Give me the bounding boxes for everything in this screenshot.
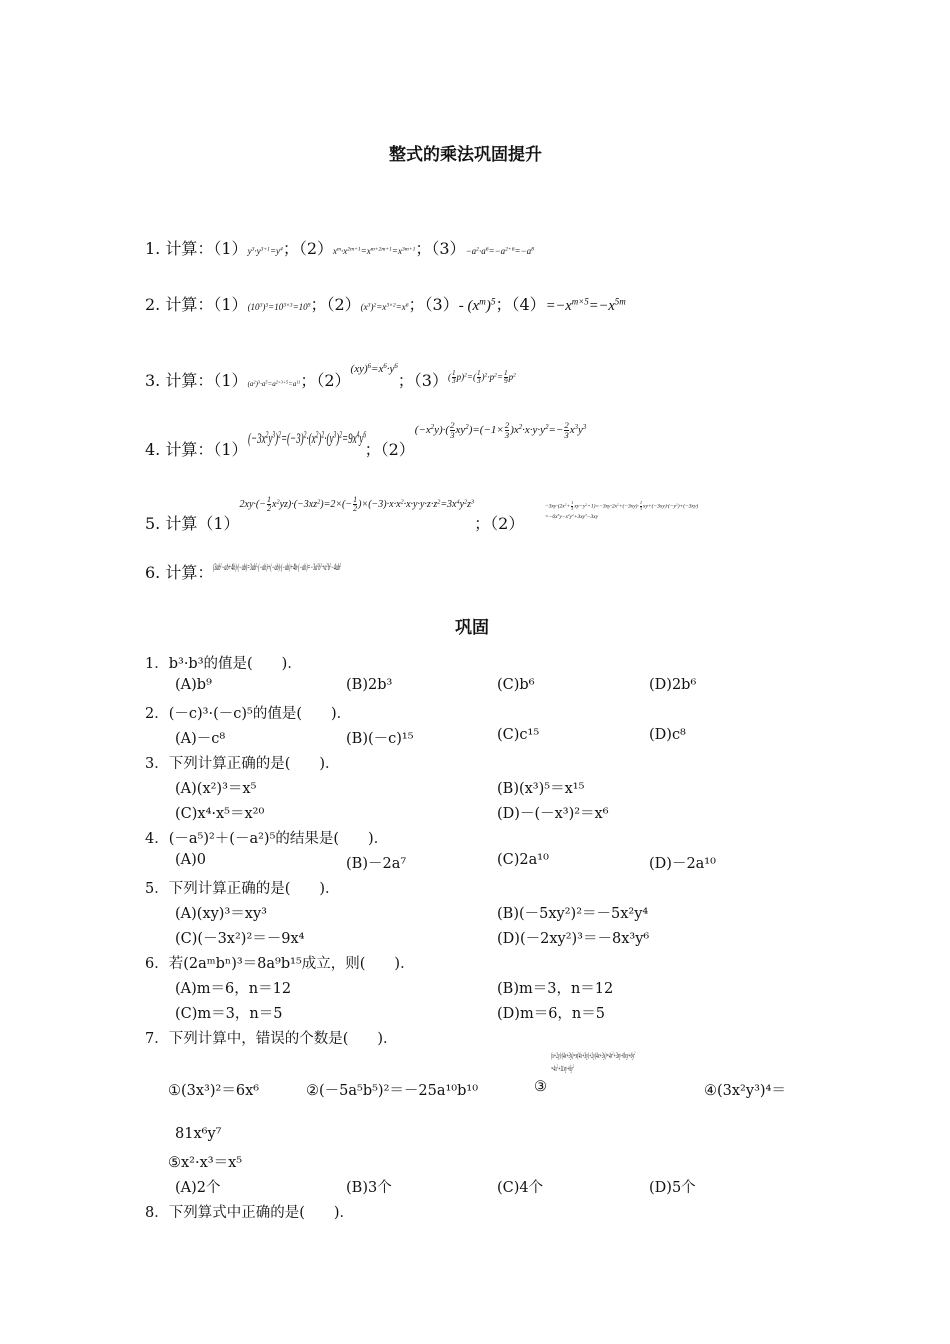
formula: $(10^3)^3=10^{3\times 3}=10^9$ [247,302,311,312]
formula: $(x^3)^2=x^{3\times 2}=x^6$ [360,302,409,312]
option-b: (B)3个 [346,1180,392,1196]
option-d: (D)2b⁶ [649,677,697,693]
option-a: (A)m＝6，n＝12 [175,981,292,997]
option-b: (B)2b³ [346,677,393,693]
option-c: (C)4个 [497,1180,544,1196]
option-d: (D)－2a¹⁰ [649,856,716,872]
formula: 2xy·(− 1 2 x2yz)·(−3xz2)=2×(− 1 2 )×(−3)·x·x2·x·y·y·z·z2=3x4y2z3 [239,494,475,514]
question-4-stem: 4．(－a⁵)²＋(－a²)⁵的结果是( )． [145,831,389,847]
problem-1: 1. 计算：$(1)y^3\cdot y^{3+1}=y^4$；$(2)x^m\cdot x^{2m+1}=x^{m+2m+1}=x^{3m+1}$；$(3)-a^2\cdot a^6=-a^{2+6}=-a^8$ [145,239,534,258]
option-b: (B)－2a⁷ [346,856,407,872]
formula: $-3xy\cdot(2x^2+$ $\frac{1}{3}$ $xy-y^2+1)=-3xy\cdot 2x^2+(-3xy)\cdot$ $\frac{1}{3}$ $xy+(-3xy)\cdot(-y^2)+(-3xy)$ $=-6x^3y-x^2y^2+3xy^3-3xy$ [545,500,699,521]
option-a: (A)b⁹ [175,677,212,693]
formula: $(x+2y)\cdot(4x+3y)=x(4x+3y)+2y(4x+3y)=4x^2+3xy+8xy+6y^2$ $=4x^2+11xy+6y^2$ [551,1051,636,1073]
formula: $(a^2)^3\cdot a^5=a^{2\times 3+5}=a^{11}$ [247,379,301,388]
formula: - $(x^m)^5$ [458,297,496,314]
question-3-stem: 3．下列计算正确的是( )． [145,756,340,772]
option-b: (B)(x³)⁵＝x¹⁵ [497,781,585,797]
item-4-continued: 81x⁶y⁷ [175,1126,222,1142]
item-4: ④(3x²y³)⁴＝ [704,1083,786,1099]
problem-5: 5. 计算$(1)^{2xy\cdot(- \frac{1}{2} x^2yz)\cdot(-3xz^2)=2\times(- \frac{1}{2} )\times(-3)\cdot x\cdot x^2\cdot x\cdot y\cdot y\cdot z\cdot z^2=3x^4y^2z^3}$；（2） $-3xy\cdot(2x^2+$ $\frac{1}{3}$ $xy-y^2+1)=-3xy\cdot 2x^2+(-3xy)\cdot$ $\frac{1}{3}$ $xy+(-3xy)\cdot(-y^2)+(-3xy)$ $=-6x^3y-x^2y^2+3xy^3-3xy$ [145,494,699,533]
option-b: (B)m＝3，n＝12 [497,981,614,997]
formula: $=-x^{m\times 5}=-x^{5m}$ [545,296,626,314]
problem-label: 计算： [165,239,214,258]
problem-2: 2. 计算：$(1)(10^3)^3=10^{3\times 3}=10^9$；$(2)(x^3)^2=x^{3\times 2}=x^6$；（3）- $(x^m)^5$；$(4)=-x^{m\times 5}=-x^{5m}$ [145,295,626,314]
option-a: (A)(x²)³＝x⁵ [175,781,257,797]
option-a: (A)－c⁸ [175,731,226,747]
option-d: (D)(－2xy²)³＝－8x³y⁶ [497,931,650,947]
option-c: (C)(－3x²)²＝－9x⁴ [175,931,305,947]
formula: $x^m\cdot x^{2m+1}=x^{m+2m+1}=x^{3m+1}$ [333,246,416,256]
option-d: (D)5个 [649,1180,696,1196]
problem-3: 3. 计算：$(1)(a^2)^3\cdot a^5=a^{2\times 3+5}=a^{11}$；$(2)^{(xy)^6=x^6\cdot y^6}$；$(3)^{( \frac{1}{3} p)^2=( \frac{1}{3} )^2\cdot p^2= \frac{1}{9} p^2}$ [145,362,516,390]
question-6-stem: 6．若(2aᵐbⁿ)³＝8a⁹b¹⁵成立，则( )． [145,956,415,972]
page-title: 整式的乘法巩固提升 [389,145,542,165]
option-d: (D)m＝6，n＝5 [497,1006,605,1022]
formula: (−x2y)·( 2 3 xy2)=(−1× 2 3 )x2·x·y·y2=− 2 3 x3y3 [414,419,587,440]
option-b: (B)(－c)¹⁵ [346,731,414,747]
question-5-stem: 5．下列计算正确的是( )． [145,881,340,897]
item-3: ③ [534,1079,547,1095]
question-1-stem: 1．b³·b³的值是( )． [145,656,302,672]
formula: $-a^2\cdot a^6=-a^{2+6}=-a^8$ [465,246,534,256]
option-c: (C)2a¹⁰ [497,852,549,868]
option-d: (D)－(－x³)²＝x⁶ [497,806,609,822]
option-d: (D)c⁸ [649,727,686,743]
section-title: 巩固 [455,618,489,638]
option-c: (C)c¹⁵ [497,727,540,743]
item-5: ⑤x²·x³＝x⁵ [168,1155,243,1171]
question-8-stem: 8．下列算式中正确的是( )． [145,1205,355,1221]
option-b: (B)(－5xy²)²＝－5x²y⁴ [497,906,649,922]
item-1: ①(3x³)²＝6x⁶ [168,1083,260,1099]
option-a: (A)(xy)³＝xy³ [175,906,267,922]
question-7-stem: 7．下列计算中，错误的个数是( )． [145,1031,398,1047]
option-c: (C)b⁶ [497,677,535,693]
problem-number: 1. [145,239,161,258]
formula: (3ab2−ab+4b)·(−ab)=3ab2·(−ab)+(−ab)·(−ab)+4b·(−ab)=−3a2b3+a2b2−4ab2 [213,562,342,572]
option-c: (C)x⁴·x⁵＝x²⁰ [175,806,265,822]
item-2: ②(－5a⁵b⁵)²＝－25a¹⁰b¹⁰ [306,1083,479,1099]
question-2-stem: 2．(－c)³·(－c)⁵的值是( )． [145,706,352,722]
problem-4: 4. 计算：$(1)(-3x^2y^3)^2=(-3)^2\cdot(x^2)^2\cdot(y^3)^2=9x^4y^6$；$(2)^{(-x^2y)\cdot( \frac{2}{3} xy^2)=(-1\times \frac{2}{3} )x^2\cdot x\cdot y\cdot y^2=- \frac{2}{3} x^3y^3}$ [145,419,587,459]
formula: ( 1 3 p)2=( 1 3 )2·p2= 1 9 p2 [447,368,516,386]
formula: (xy)6=x6·y6 [350,362,398,375]
problem-6: 6. 计算：$^{(3ab^2-ab+4b)\cdot(-ab)=3ab^2\cdot(-ab)+(-ab)\cdot(-ab)+4b\cdot(-ab)=-3a^2b^3+a^2b^2-4ab^2}$ [145,560,498,583]
formula: $y^3\cdot y^{3+1}=y^4$ [247,246,283,256]
option-a: (A)0 [175,852,207,868]
option-c: (C)m＝3，n＝5 [175,1006,283,1022]
option-a: (A)2个 [175,1180,221,1196]
formula: $(-3x^2y^3)^2=(-3)^2\cdot(x^2)^2\cdot(y^3)^2=9x^4y^6$ [247,430,366,447]
